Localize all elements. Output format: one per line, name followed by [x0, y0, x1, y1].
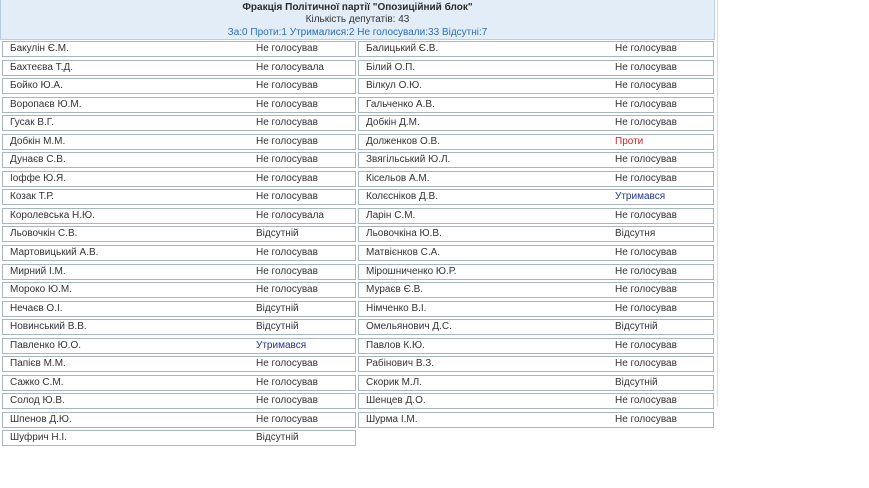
faction-header	[0, 0, 715, 40]
deputy-vote-status: Не голосував	[256, 376, 318, 388]
deputy-row	[358, 171, 714, 187]
deputy-row	[358, 134, 714, 150]
deputy-vote-status: Не голосував	[615, 358, 677, 370]
deputy-row	[358, 356, 714, 372]
deputy-row	[2, 78, 356, 94]
deputy-row	[358, 393, 714, 409]
deputy-name: Бакулін Є.М.	[10, 43, 69, 54]
deputy-name: Льовочкіна Ю.В.	[366, 228, 442, 240]
deputy-name: Вілкул О.Ю.	[366, 80, 423, 92]
deputy-name: Дунаєв С.В.	[10, 154, 66, 166]
deputy-name: Королевська Н.Ю.	[10, 209, 95, 221]
deputy-name: Іоффе Ю.Я.	[10, 172, 67, 184]
deputy-vote-status: Не голосував	[615, 395, 677, 407]
deputy-vote-status: Утримався	[615, 191, 666, 203]
deputy-vote-status: Не голосував	[256, 154, 318, 166]
deputy-vote-status: Не голосував	[256, 117, 318, 129]
deputy-row	[2, 319, 356, 335]
deputy-vote-status: Утримався	[256, 339, 307, 351]
deputy-name: Мороко Ю.М.	[10, 284, 72, 296]
deputy-name: Білий О.П.	[366, 61, 416, 73]
deputy-name: Папієв М.М.	[10, 358, 66, 370]
deputy-vote-status: Не голосував	[256, 395, 318, 407]
deputy-row	[2, 245, 356, 261]
deputies-right-column	[358, 41, 714, 430]
deputy-vote-status: Відсутня	[615, 228, 656, 240]
deputy-row	[2, 115, 356, 131]
deputy-vote-status: Не голосувала	[256, 209, 324, 221]
deputy-row	[358, 412, 714, 428]
deputy-vote-status: Відсутній	[256, 432, 299, 444]
deputy-row	[358, 97, 714, 113]
deputy-row	[358, 264, 714, 280]
deputy-vote-status: Не голосував	[615, 172, 677, 184]
deputy-vote-status: Не голосував	[615, 247, 677, 259]
deputy-row	[358, 115, 714, 131]
deputy-vote-status: Не голосував	[256, 358, 318, 370]
deputy-name: Долженков О.В.	[366, 135, 440, 147]
deputy-name: Рабінович В.З.	[366, 358, 435, 370]
deputy-vote-status: Не голосувала	[256, 61, 324, 73]
deputy-name: Ларін С.М.	[366, 209, 416, 221]
deputy-name: Балицький Є.В.	[366, 43, 439, 54]
deputy-name: Матвієнков С.А.	[366, 247, 441, 259]
deputy-vote-status: Не голосував	[615, 302, 677, 314]
deputy-vote-status: Не голосував	[615, 413, 677, 425]
deputy-vote-status: Не голосував	[256, 98, 318, 110]
deputy-row	[2, 97, 356, 113]
deputy-vote-status: Не голосував	[256, 43, 318, 54]
deputy-name: Скорик М.Л.	[366, 376, 423, 388]
deputy-row	[2, 356, 356, 372]
deputy-name: Гусак В.Г.	[10, 117, 54, 129]
deputy-vote-status: Відсутній	[256, 228, 299, 240]
deputy-name: Новинський В.В.	[10, 321, 87, 333]
deputy-vote-status: Не голосував	[256, 265, 318, 277]
deputy-name: Гальченко А.В.	[366, 98, 435, 110]
deputy-row	[2, 208, 356, 224]
deputy-row	[2, 134, 356, 150]
deputy-name: Шуфрич Н.І.	[10, 432, 67, 444]
deputy-vote-status: Не голосував	[256, 191, 318, 203]
deputy-name: Шпенов Д.Ю.	[10, 413, 72, 425]
deputy-vote-status: Не голосував	[615, 80, 677, 92]
deputy-vote-status: Відсутній	[256, 302, 299, 314]
deputy-row	[2, 375, 356, 391]
deputy-name: Бахтеєва Т.Д.	[10, 61, 74, 73]
deputy-vote-status: Не голосував	[256, 284, 318, 296]
deputy-row	[2, 301, 356, 317]
deputy-name: Мартовицький А.В.	[10, 247, 99, 259]
deputy-row	[358, 78, 714, 94]
faction-title: Фракція Політичної партії "Опозиційний блок"	[242, 2, 473, 13]
deputy-row	[358, 301, 714, 317]
vote-summary: За:0 Проти:1 Утрималися:2 Не голосували:33 Відсутні:7	[227, 27, 488, 38]
deputy-row	[358, 41, 714, 57]
deputy-row	[2, 412, 356, 428]
deputy-vote-status: Не голосував	[256, 413, 318, 425]
deputy-vote-status: Не голосував	[615, 154, 677, 166]
deputy-name: Павлов К.Ю.	[366, 339, 425, 351]
deputy-vote-status: Не голосував	[615, 61, 677, 73]
deputy-name: Омельянович Д.С.	[366, 321, 452, 333]
deputy-vote-status: Не голосував	[615, 284, 677, 296]
deputy-name: Сажко С.М.	[10, 376, 64, 388]
deputy-name: Мірошниченко Ю.Р.	[366, 265, 457, 277]
deputy-vote-status: Не голосував	[256, 80, 318, 92]
deputy-row	[358, 319, 714, 335]
deputy-vote-status: Проти	[615, 135, 644, 147]
deputy-name: Павленко Ю.О.	[10, 339, 82, 351]
deputy-vote-status: Не голосував	[615, 43, 677, 54]
deputy-row	[2, 430, 356, 446]
deputy-name: Нечаєв О.І.	[10, 302, 63, 314]
deputy-name: Козак Т.Р.	[10, 191, 54, 203]
deputy-vote-status: Відсутній	[615, 321, 658, 333]
deputy-row	[2, 338, 356, 354]
deputy-row	[2, 282, 356, 298]
deputy-row	[358, 338, 714, 354]
deputy-row	[358, 189, 714, 205]
deputy-vote-status: Не голосував	[256, 135, 318, 147]
deputy-name: Воропаєв Ю.М.	[10, 98, 82, 110]
deputy-row	[2, 226, 356, 242]
deputy-row	[358, 208, 714, 224]
deputy-name: Кісельов А.М.	[366, 172, 430, 184]
deputy-row	[2, 41, 356, 57]
deputy-name: Колєсніков Д.В.	[366, 191, 438, 203]
deputy-row	[358, 60, 714, 76]
deputy-name: Звягільський Ю.Л.	[366, 154, 451, 166]
deputy-row	[358, 226, 714, 242]
deputy-vote-status: Не голосував	[615, 209, 677, 221]
deputy-name: Льовочкін С.В.	[10, 228, 78, 240]
deputy-name: Бойко Ю.А.	[10, 80, 63, 92]
deputy-vote-status: Не голосував	[615, 339, 677, 351]
deputy-name: Німченко В.І.	[366, 302, 427, 314]
deputy-row	[2, 264, 356, 280]
deputy-name: Добкін М.М.	[10, 135, 66, 147]
deputy-count: Кількість депутатів: 43	[305, 14, 410, 25]
deputy-row	[2, 189, 356, 205]
deputy-name: Шенцев Д.О.	[366, 395, 426, 407]
deputy-row	[2, 60, 356, 76]
deputy-name: Мураєв Є.В.	[366, 284, 424, 296]
deputy-name: Добкін Д.М.	[366, 117, 420, 129]
deputy-vote-status: Відсутній	[256, 321, 299, 333]
deputy-row	[358, 152, 714, 168]
deputies-left-column	[2, 41, 356, 449]
deputy-row	[2, 393, 356, 409]
deputy-vote-status: Не голосував	[615, 98, 677, 110]
deputy-vote-status: Відсутній	[615, 376, 658, 388]
deputy-vote-status: Не голосував	[256, 172, 318, 184]
deputy-row	[358, 375, 714, 391]
deputy-name: Шурма І.М.	[366, 413, 418, 425]
deputy-row	[358, 245, 714, 261]
deputy-vote-status: Не голосував	[615, 265, 677, 277]
deputy-name: Мирний І.М.	[10, 265, 66, 277]
deputy-row	[358, 282, 714, 298]
deputy-vote-status: Не голосував	[615, 117, 677, 129]
deputy-row	[2, 171, 356, 187]
deputy-name: Солод Ю.В.	[10, 395, 65, 407]
deputy-vote-status: Не голосував	[256, 247, 318, 259]
deputy-row	[2, 152, 356, 168]
